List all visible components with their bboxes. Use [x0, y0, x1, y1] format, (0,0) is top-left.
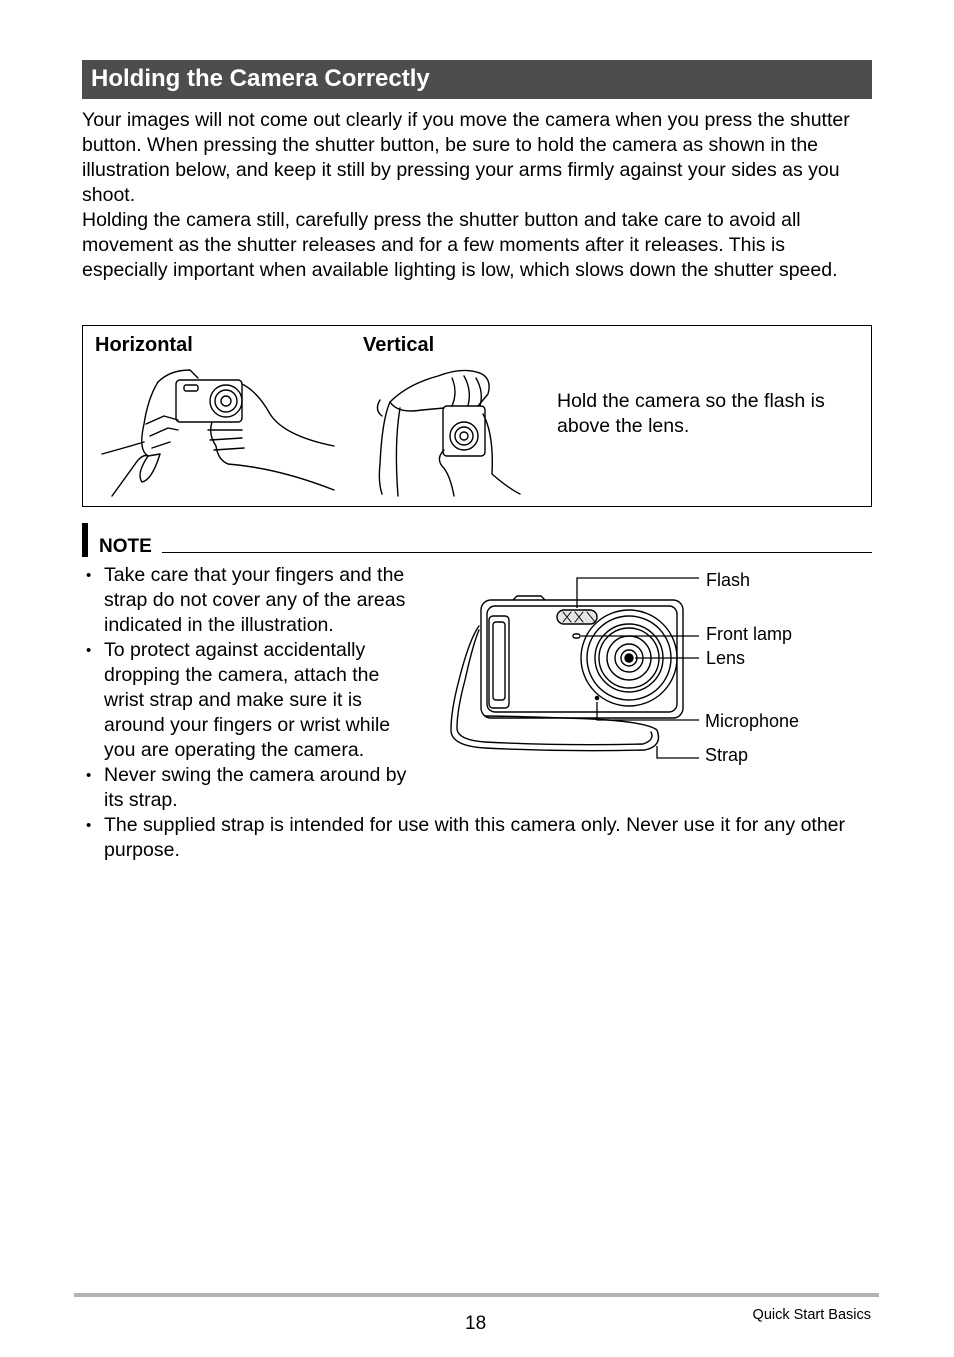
note-bar: [82, 523, 88, 557]
horizontal-hold-illustration: [98, 364, 338, 496]
flash-callout: Flash: [706, 570, 751, 590]
camera-front-diagram: [445, 570, 705, 770]
intro-paragraph-2: Holding the camera still, carefully press the shutter button and take care to avoid all movement as the shutter releases and for a few moments after it releases. This is especially important when available lighting is low, which slows down the shutter speed.: [82, 209, 838, 281]
page-number: 18: [465, 1313, 487, 1334]
microphone-callout: Microphone: [705, 711, 800, 731]
footer-divider: [74, 1293, 879, 1297]
vertical-label: Vertical: [363, 334, 435, 356]
intro-text: [82, 108, 872, 283]
horizontal-label: Horizontal: [95, 334, 193, 356]
intro-paragraph-1: Your images will not come out clearly if you move the camera when you press the shutter button. When pressing the shutter button, be sure to hold the camera as shown in the illustration below, and keep it still by pressing your arms firmly against your sides as you shoot.: [82, 109, 850, 206]
note-item: • The supplied strap is intended for use with this camera only. Never use it for any other purpose.: [82, 813, 872, 863]
holding-caption: Hold the camera so the flash is above the lens.: [557, 390, 825, 437]
holding-illustration-box: [82, 325, 872, 507]
strap-callout: Strap: [705, 745, 749, 765]
lens-callout: Lens: [706, 648, 746, 668]
note-divider: [162, 552, 872, 553]
note-item: • To protect against accidentally dropping the camera, attach the wrist strap and make sure it is around your fingers or wrist while you are operating the camera.: [82, 638, 418, 763]
footer-section-name: Quick Start Basics: [752, 1307, 871, 1323]
note-label: NOTE: [99, 536, 152, 557]
section-title-bar: [82, 60, 872, 99]
vertical-hold-illustration: [368, 364, 528, 496]
front-lamp-callout: Front lamp: [706, 624, 793, 644]
page-title: Holding the Camera Correctly: [91, 65, 430, 92]
note-item: • Never swing the camera around by its strap.: [82, 763, 418, 813]
note-item: • Take care that your fingers and the strap do not cover any of the areas indicated in the illustration.: [82, 563, 418, 638]
